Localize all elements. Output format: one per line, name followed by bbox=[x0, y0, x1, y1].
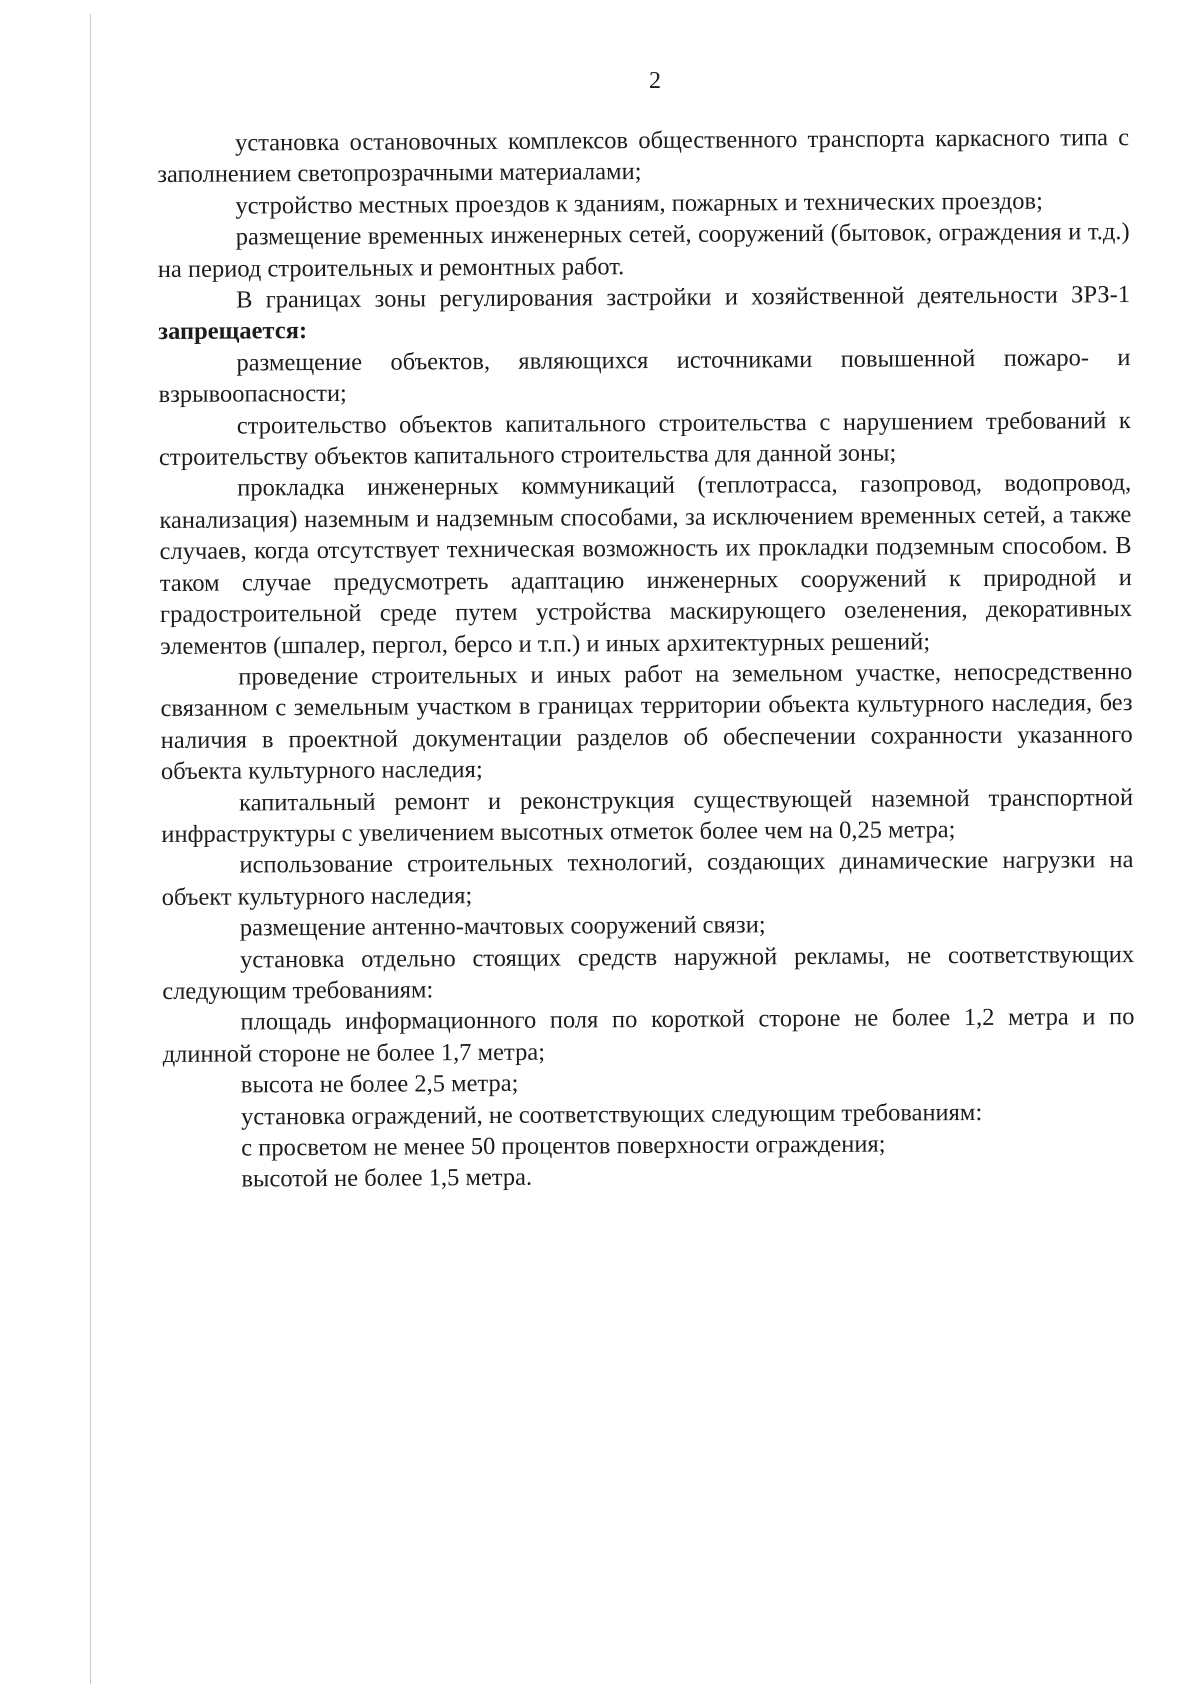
paragraph-lead-text: В границах зоны регулирования застройки и хозяйственной деятельности ЗРЗ-1 bbox=[235, 281, 1131, 314]
paragraph-info-field-area: площадь информационного поля по короткой стороне не более 1,2 метра и по длинной стороне не более 1,7 метра; bbox=[162, 1003, 1135, 1068]
paragraph-fire-hazard-objects: размещение объектов, являющихся источниками повышенной пожаро- и взрывоопасности; bbox=[158, 343, 1131, 409]
binding-margin-line bbox=[90, 14, 91, 1684]
document-body bbox=[157, 122, 1136, 1196]
paragraph-transport-infrastructure: капитальный ремонт и реконструкция существующей наземной транспортной инфраструктуры с увеличением высотных отметок более чем на 0,25 метра; bbox=[161, 783, 1134, 848]
paragraph-zrz1-prohibited-intro bbox=[158, 279, 1130, 348]
paragraph-fence-height: высотой не более 1,5 метра. bbox=[241, 1164, 533, 1193]
page-number: 2 bbox=[649, 68, 661, 94]
paragraph-temporary-networks: размещение временных инженерных сетей, сооружений (бытовок, ограждения и т.д.) на период строительных и ремонтных работ. bbox=[157, 218, 1130, 283]
paragraph-bus-stops: установка остановочных комплексов общественного транспорта каркасного типа с заполнением светопрозрачными материалами; bbox=[157, 124, 1130, 189]
paragraph-capital-construction: строительство объектов капитального строительства с нарушением требований к строительству объектов капитального строительства для данной зоны; bbox=[158, 406, 1131, 472]
paragraph-construction-works: проведение строительных и иных работ на земельном участке, непосредственно связанном с земельным участком в границах территории объекта культурного наследия, без наличия в проектной документации разделов об обеспечении сохранности указанного объекта культурного наследия; bbox=[160, 657, 1133, 786]
paragraph-local-driveways: устройство местных проездов к зданиям, пожарных и технических проездов; bbox=[235, 187, 1043, 220]
paragraph-height-limit: высота не более 2,5 метра; bbox=[240, 1069, 519, 1099]
paragraph-fences: установка ограждений, не соответствующих следующим требованиям: bbox=[240, 1098, 983, 1131]
paragraph-engineering-communications: прокладка инженерных коммуникаций (теплотрасса, газопровод, водопровод, канализация) наземным и надземным способами, за исключением временных сетей, а также случаев, когда отсутствует техническая возможность их прокладки подземным способом. В таком случае предусмотреть адаптацию инженерных сооружений к природной и градостроительной среде путем устройства маскирующего озеленения, декоративных элементов (шпалер, пергол, берсо и т.п.) и иных архитектурных решений; bbox=[159, 469, 1133, 660]
paragraph-antenna-structures: размещение антенно-мачтовых сооружений связи; bbox=[239, 911, 766, 942]
paragraph-outdoor-advertising: установка отдельно стоящих средств наружной рекламы, не соответствующих следующим требованиям: bbox=[162, 940, 1135, 1005]
paragraph-dynamic-loads: использование строительных технологий, создающих динамические нагрузки на объект культурного наследия; bbox=[161, 846, 1134, 911]
prohibited-heading: запрещается: bbox=[158, 317, 308, 346]
paragraph-fence-clearance: с просветом не менее 50 процентов поверхности ограждения; bbox=[241, 1130, 886, 1162]
